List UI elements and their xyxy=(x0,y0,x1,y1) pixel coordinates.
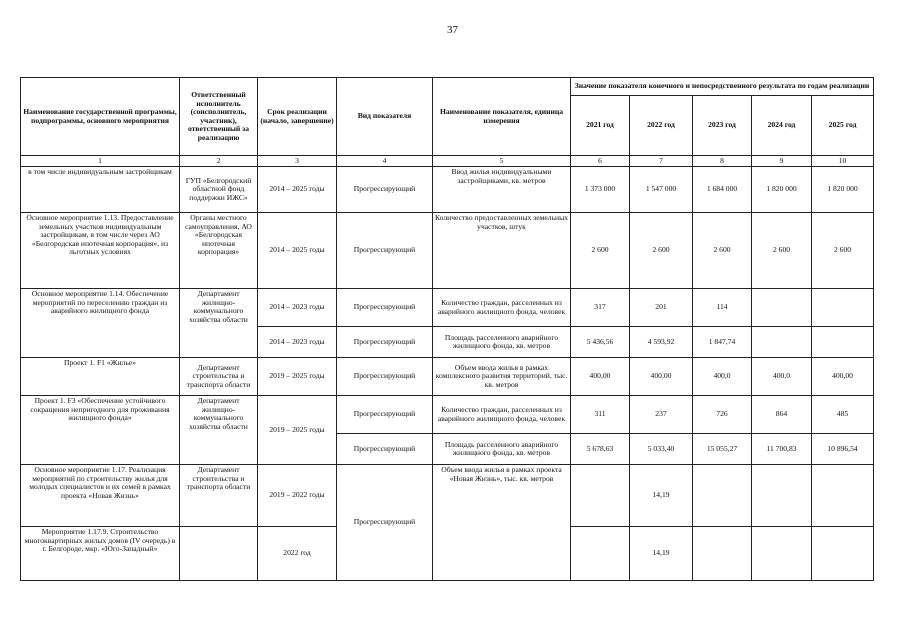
indicator-name-cell: Объем ввода жилья в рамках комплексного развития территорий, тыс. кв. метров xyxy=(433,358,571,396)
value-cell: 400,00 xyxy=(571,358,630,396)
executor-cell xyxy=(180,527,258,581)
program-cell: Проект 1. F3 «Обеспечение устойчивого сокращения непригодного для проживания жилищного фонда» xyxy=(21,396,180,465)
value-cell: 2 600 xyxy=(630,213,693,289)
value-cell: 1 684 000 xyxy=(693,167,752,213)
value-cell: 5 033,40 xyxy=(630,434,693,465)
value-cell: 400,00 xyxy=(630,358,693,396)
value-cell: 485 xyxy=(812,396,874,434)
header-year-2022: 2022 год xyxy=(630,96,693,156)
value-cell: 4 593,92 xyxy=(630,327,693,358)
value-cell: 114 xyxy=(693,289,752,327)
period-cell: 2019 – 2022 годы xyxy=(258,465,337,527)
value-cell: 10 896,54 xyxy=(812,434,874,465)
period-cell: 2019 – 2025 годы xyxy=(258,358,337,396)
value-cell: 14,19 xyxy=(630,527,693,581)
value-cell: 1 373 000 xyxy=(571,167,630,213)
indicator-name-cell: Количество граждан, расселенных из аварийного жилищного фонда, человек xyxy=(433,289,571,327)
period-cell: 2014 – 2025 годы xyxy=(258,167,337,213)
column-number: 6 xyxy=(571,156,630,167)
period-cell: 2022 год xyxy=(258,527,337,581)
executor-cell: Департамент строительства и транспорта области xyxy=(180,358,258,396)
indicator-type-cell: Прогрессирующий xyxy=(337,396,433,434)
table-row xyxy=(21,289,874,327)
header-year-2023: 2023 год xyxy=(693,96,752,156)
column-number: 8 xyxy=(693,156,752,167)
header-year-2025: 2025 год xyxy=(812,96,874,156)
program-cell: Проект 1. F1 «Жилье» xyxy=(21,358,180,396)
value-cell: 400,0 xyxy=(752,358,812,396)
executor-cell: Департамент жилищно-коммунального хозяйства области xyxy=(180,289,258,358)
column-number: 3 xyxy=(258,156,337,167)
header-year-2024: 2024 год xyxy=(752,96,812,156)
indicator-type-cell: Прогрессирующий xyxy=(337,327,433,358)
value-cell: 14,19 xyxy=(630,465,693,527)
value-cell xyxy=(752,527,812,581)
indicator-type-cell: Прогрессирующий xyxy=(337,213,433,289)
indicator-name-cell: Количество граждан, расселенных из аварийного жилищного фонда, человек xyxy=(433,396,571,434)
header-executor: Ответственный исполнитель (соисполнитель, участник), ответственный за реализацию xyxy=(180,78,258,156)
value-cell: 1 820 000 xyxy=(812,167,874,213)
value-cell: 2 600 xyxy=(693,213,752,289)
indicator-type-cell: Прогрессирующий xyxy=(337,167,433,213)
value-cell: 2 600 xyxy=(571,213,630,289)
value-cell: 5 436,56 xyxy=(571,327,630,358)
program-cell: в том числе индивидуальным застройщикам xyxy=(21,167,180,213)
program-cell: Основное мероприятие 1.17. Реализация мероприятий по строительству жилья для молодых специалистов и их семей в рамках проекта «Новая Жизнь» xyxy=(21,465,180,527)
period-cell: 2014 – 2025 годы xyxy=(258,213,337,289)
table-row xyxy=(21,396,874,434)
header-year-2021: 2021 год xyxy=(571,96,630,156)
value-cell: 201 xyxy=(630,289,693,327)
header-period: Срок реализации (начало, завершение) xyxy=(258,78,337,156)
column-number: 4 xyxy=(337,156,433,167)
value-cell xyxy=(812,527,874,581)
indicator-type-cell: Прогрессирующий xyxy=(337,465,433,581)
value-cell: 726 xyxy=(693,396,752,434)
program-cell: Основное мероприятие 1.14. Обеспечение мероприятий по переселению граждан из аварийного жилищного фонда xyxy=(21,289,180,358)
executor-cell: Департамент жилищно-коммунального хозяйства области xyxy=(180,396,258,465)
value-cell xyxy=(752,327,812,358)
table-row xyxy=(21,167,874,213)
value-cell xyxy=(752,465,812,527)
column-number-row xyxy=(21,156,874,167)
column-number: 10 xyxy=(812,156,874,167)
value-cell: 1 547 000 xyxy=(630,167,693,213)
indicator-type-cell: Прогрессирующий xyxy=(337,434,433,465)
value-cell xyxy=(752,289,812,327)
value-cell: 1 847,74 xyxy=(693,327,752,358)
header-program: Наименование государственной программы, подпрограммы, основного мероприятия xyxy=(21,78,180,156)
indicators-table xyxy=(20,77,874,581)
indicator-type-cell: Прогрессирующий xyxy=(337,358,433,396)
page-number: 37 xyxy=(447,24,458,36)
column-number: 9 xyxy=(752,156,812,167)
value-cell: 311 xyxy=(571,396,630,434)
indicator-name-cell: Площадь расселенного аварийного жилищного фонда, кв. метров xyxy=(433,434,571,465)
value-cell: 2 600 xyxy=(812,213,874,289)
indicator-name-cell: Объем ввода жилья в рамках проекта «Новая Жизнь», тыс. кв. метров xyxy=(433,465,571,581)
value-cell xyxy=(571,527,630,581)
value-cell: 400,00 xyxy=(812,358,874,396)
period-cell: 2019 – 2025 годы xyxy=(258,396,337,465)
value-cell xyxy=(812,289,874,327)
indicator-name-cell: Площадь расселенного аварийного жилищного фонда, кв. метров xyxy=(433,327,571,358)
value-cell: 15 055,27 xyxy=(693,434,752,465)
column-number: 1 xyxy=(21,156,180,167)
program-cell: Основное мероприятие 1.13. Предоставление земельных участков индивидуальным застройщикам, в том числе через АО «Белгородская ипотечная корпорация», из льготных условиях xyxy=(21,213,180,289)
table-row xyxy=(21,465,874,527)
executor-cell: Органы местного самоуправления, АО «Белгородская ипотечная корпорация» xyxy=(180,213,258,289)
indicator-name-cell: Ввод жилья индивидуальными застройщиками, кв. метров xyxy=(433,167,571,213)
column-number: 5 xyxy=(433,156,571,167)
value-cell: 1 820 000 xyxy=(752,167,812,213)
header-indicator-type: Вид показателя xyxy=(337,78,433,156)
header-row-1 xyxy=(21,78,874,96)
value-cell xyxy=(812,465,874,527)
table-row xyxy=(21,358,874,396)
column-number: 7 xyxy=(630,156,693,167)
indicator-type-cell: Прогрессирующий xyxy=(337,289,433,327)
executor-cell: Департамент строительства и транспорта области xyxy=(180,465,258,527)
value-cell xyxy=(812,327,874,358)
value-cell: 864 xyxy=(752,396,812,434)
value-cell: 2 600 xyxy=(752,213,812,289)
program-cell: Мероприятие 1.17.9. Строительство многоквартирных жилых домов (IV очередь) в г. Белгороде, мкр. «Юго-Западный» xyxy=(21,527,180,581)
value-cell: 317 xyxy=(571,289,630,327)
indicator-name-cell: Количество предоставленных земельных участков, штук xyxy=(433,213,571,289)
period-cell: 2014 – 2023 годы xyxy=(258,327,337,358)
header-values-group: Значение показателя конечного и непосредственного результата по годам реализации xyxy=(571,78,874,96)
value-cell xyxy=(693,527,752,581)
period-cell: 2014 – 2023 годы xyxy=(258,289,337,327)
value-cell: 400,0 xyxy=(693,358,752,396)
column-number: 2 xyxy=(180,156,258,167)
value-cell: 5 678,63 xyxy=(571,434,630,465)
header-indicator-name: Наименование показателя, единица измерения xyxy=(433,78,571,156)
value-cell: 237 xyxy=(630,396,693,434)
executor-cell: ГУП «Белгородский областной фонд поддержки ИЖС» xyxy=(180,167,258,213)
value-cell: 11 700,83 xyxy=(752,434,812,465)
value-cell xyxy=(571,465,630,527)
value-cell xyxy=(693,465,752,527)
table-row xyxy=(21,213,874,289)
